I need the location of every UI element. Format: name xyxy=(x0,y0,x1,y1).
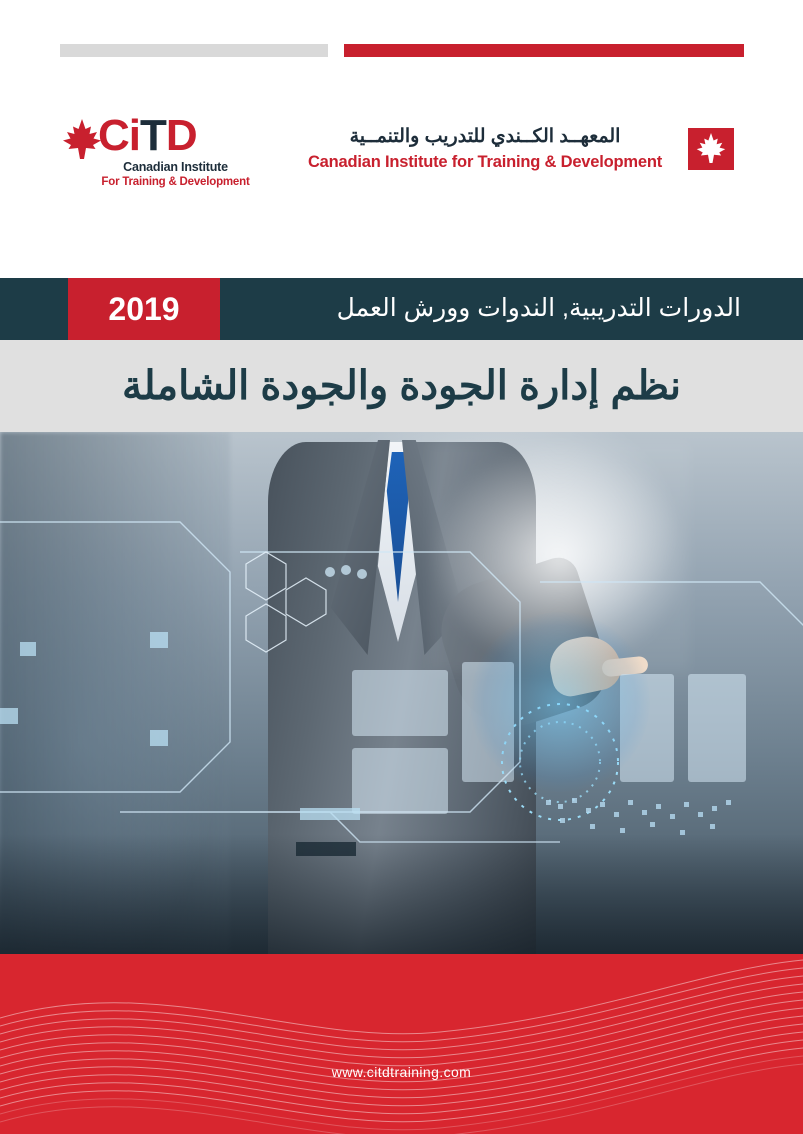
page-title: نظم إدارة الجودة والجودة الشاملة xyxy=(121,364,682,408)
band-subtitle: الدورات التدريبية, الندوات وورش العمل xyxy=(336,294,741,322)
maple-leaf-icon xyxy=(62,118,102,160)
top-rule-grey xyxy=(60,44,328,57)
institute-name-english: Canadian Institute for Training & Development xyxy=(307,153,663,171)
logo-subtitle-line1: Canadian Institute xyxy=(123,160,228,174)
title-band xyxy=(0,340,803,432)
footer xyxy=(0,954,803,1134)
citd-logo xyxy=(62,110,262,196)
top-rule-red xyxy=(344,44,744,57)
hero-touch-glow xyxy=(470,612,650,792)
logo-wordmark xyxy=(98,110,197,162)
logo-letters-ci: Ci xyxy=(98,111,140,160)
year-badge: 2019 xyxy=(68,278,220,340)
institute-name-arabic: المعهــد الكــندي للتدريب والتنمــية xyxy=(349,126,621,147)
logo-letter-d: D xyxy=(165,111,197,160)
top-rule-group xyxy=(0,44,803,58)
logo-letter-t: T xyxy=(140,111,166,160)
hero-bottom-shadow xyxy=(0,834,803,954)
header xyxy=(0,100,803,210)
footer-wave-decoration xyxy=(0,954,803,1134)
logo-mark xyxy=(62,110,262,166)
logo-subtitle-line2: For Training & Development xyxy=(101,176,250,188)
hero-image xyxy=(0,432,803,954)
maple-leaf-icon-white xyxy=(696,132,726,164)
year-band xyxy=(0,278,803,340)
website-url[interactable]: www.citdtraining.com xyxy=(331,1064,472,1080)
institute-name-block xyxy=(300,124,670,174)
maple-leaf-badge xyxy=(688,128,734,170)
